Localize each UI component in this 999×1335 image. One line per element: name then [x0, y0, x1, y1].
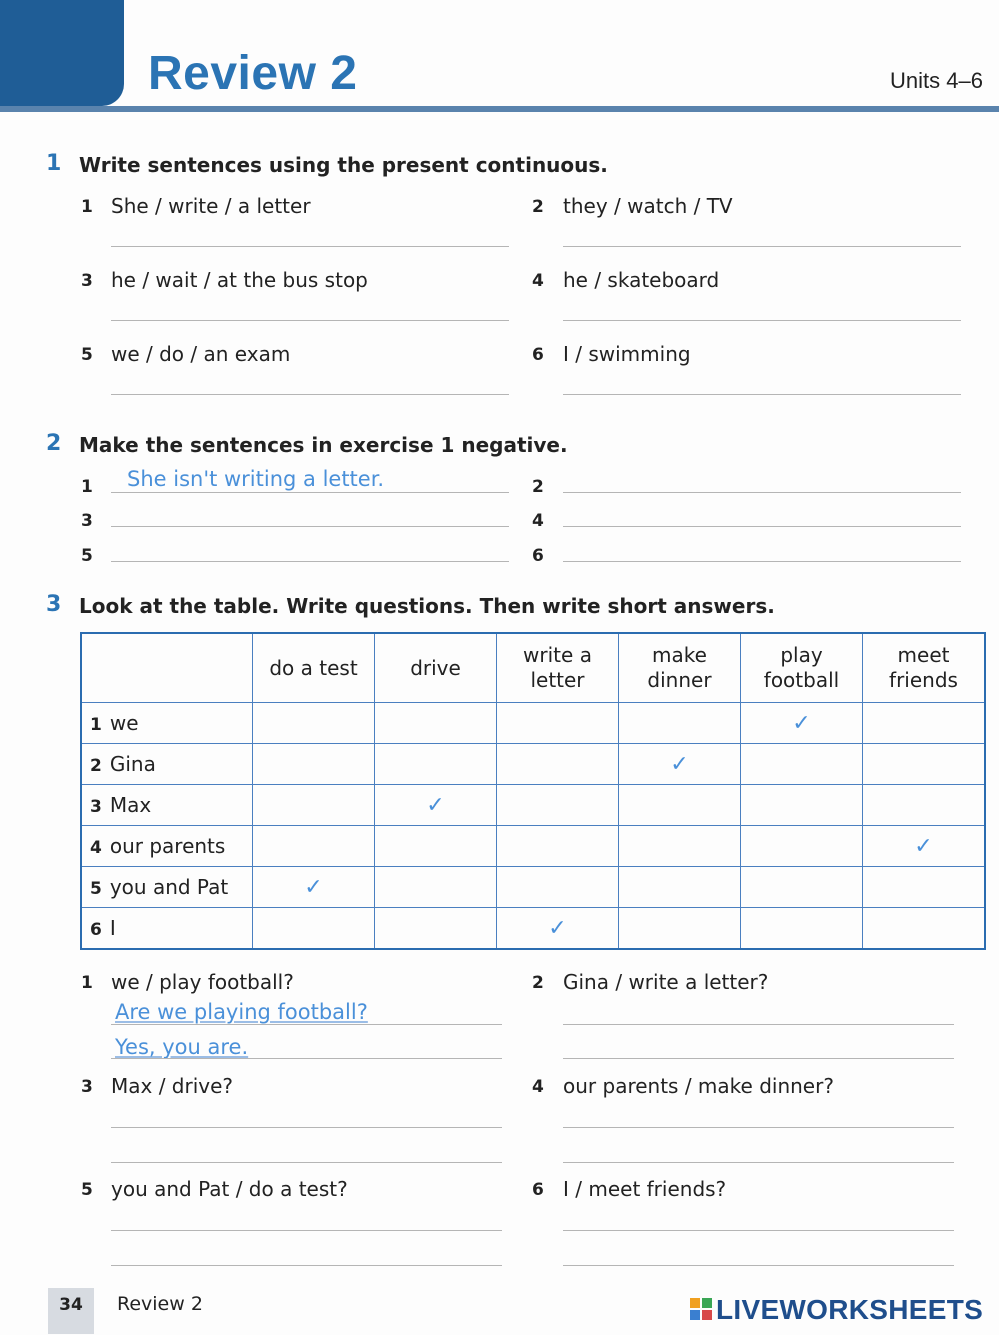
table-cell — [619, 826, 741, 867]
table-cell — [497, 908, 619, 950]
table-cell — [863, 744, 986, 785]
units-label: Units 4–6 — [890, 68, 983, 93]
table-cell — [619, 867, 741, 908]
table-cell — [375, 908, 497, 950]
ex3-instruction: Look at the table. Write questions. Then write short answers. — [79, 594, 775, 618]
ex2-answer-line-6[interactable] — [563, 561, 961, 562]
table-header-cell: meet friends — [863, 633, 986, 703]
ex3-answer-line[interactable] — [111, 1058, 502, 1059]
ex2-answer-line-5[interactable] — [111, 561, 509, 562]
tick-mark: ✓ — [426, 792, 445, 818]
table-cell — [863, 867, 986, 908]
ex2-item-num: 2 — [532, 477, 544, 497]
table-cell — [741, 826, 863, 867]
footer-section-label: Review 2 — [117, 1293, 203, 1315]
table-cell — [741, 867, 863, 908]
ex1-prompt: he / skateboard — [563, 268, 720, 292]
ex2-number: 2 — [46, 431, 62, 456]
header-rule — [0, 106, 999, 112]
row-label-cell: 4 our parents — [81, 826, 253, 867]
ex1-answer-line-4[interactable] — [563, 320, 961, 321]
row-label-cell: 1 we — [81, 703, 253, 744]
ex1-instruction: Write sentences using the present continuous. — [79, 153, 608, 177]
table-cell — [375, 785, 497, 826]
table-cell — [741, 908, 863, 950]
ex3-answer-line[interactable] — [111, 1162, 502, 1163]
ex1-answer-line-3[interactable] — [111, 320, 509, 321]
ex3-prompt: Max / drive? — [111, 1074, 234, 1098]
ex1-prompt: he / wait / at the bus stop — [111, 268, 368, 292]
table-cell — [619, 703, 741, 744]
ex2-item-num: 4 — [532, 511, 544, 531]
tick-mark: ✓ — [914, 833, 933, 859]
page-number-box — [48, 1288, 94, 1334]
activity-table — [80, 632, 986, 950]
ex3-answer-line[interactable] — [563, 1265, 954, 1266]
ex3-answer-line[interactable] — [111, 1265, 502, 1266]
ex1-item-num: 1 — [81, 197, 93, 217]
ex2-item-num: 1 — [81, 477, 93, 497]
ex2-answer-line-2[interactable] — [563, 492, 961, 493]
table-cell — [497, 867, 619, 908]
tick-mark: ✓ — [670, 751, 689, 777]
table-cell — [497, 744, 619, 785]
liveworksheets-brand[interactable]: LIVEWORKSHEETS — [716, 1294, 984, 1325]
header-tab — [0, 0, 124, 106]
table-cell — [375, 744, 497, 785]
table-cell — [741, 703, 863, 744]
ex2-item-num: 6 — [532, 546, 544, 566]
table-cell — [253, 703, 375, 744]
table-header-cell: write a letter — [497, 633, 619, 703]
liveworksheets-logo-icon — [690, 1298, 712, 1320]
ex1-item-num: 5 — [81, 345, 93, 365]
ex3-item-num: 1 — [81, 973, 93, 993]
table-cell — [619, 908, 741, 950]
ex3-answer-line[interactable] — [563, 1162, 954, 1163]
ex1-item-num: 6 — [532, 345, 544, 365]
table-cell — [863, 703, 986, 744]
table-row — [81, 867, 985, 908]
table-cell — [497, 826, 619, 867]
ex2-item-num: 5 — [81, 546, 93, 566]
row-label-cell: 2 Gina — [81, 744, 253, 785]
ex2-item-num: 3 — [81, 511, 93, 531]
ex2-answer-line-4[interactable] — [563, 526, 961, 527]
table-row — [81, 826, 985, 867]
table-corner-cell — [81, 633, 253, 703]
ex3-prompt: you and Pat / do a test? — [111, 1177, 348, 1201]
ex3-number: 3 — [46, 592, 62, 617]
table-cell — [863, 785, 986, 826]
ex2-answer-line-3[interactable] — [111, 526, 509, 527]
page-number: 34 — [59, 1295, 83, 1315]
table-header-cell: drive — [375, 633, 497, 703]
table-cell — [253, 785, 375, 826]
ex3-prompt: Gina / write a letter? — [563, 970, 769, 994]
ex3-item-num: 2 — [532, 973, 544, 993]
row-label-cell: 6 I — [81, 908, 253, 950]
ex1-answer-line-2[interactable] — [563, 246, 961, 247]
table-row — [81, 908, 985, 950]
tick-mark: ✓ — [548, 915, 567, 941]
ex3-answer-line[interactable] — [111, 1127, 502, 1128]
ex1-item-num: 4 — [532, 271, 544, 291]
table-cell — [497, 703, 619, 744]
table-row — [81, 744, 985, 785]
table-cell — [253, 867, 375, 908]
ex1-answer-line-1[interactable] — [111, 246, 509, 247]
table-row — [81, 703, 985, 744]
table-cell — [253, 908, 375, 950]
table-cell — [375, 826, 497, 867]
tick-mark: ✓ — [792, 710, 811, 736]
table-header-cell: make dinner — [619, 633, 741, 703]
table-cell — [619, 744, 741, 785]
table-cell — [253, 826, 375, 867]
table-cell — [619, 785, 741, 826]
ex3-answer-line[interactable] — [563, 1230, 954, 1231]
ex3-answer-line[interactable] — [111, 1024, 502, 1025]
ex3-answer-line[interactable] — [563, 1058, 954, 1059]
ex3-prompt: I / meet friends? — [563, 1177, 727, 1201]
page-title: Review 2 — [148, 47, 358, 100]
ex2-instruction: Make the sentences in exercise 1 negative. — [79, 433, 568, 457]
ex2-answer-text[interactable]: She isn't writing a letter. — [127, 467, 385, 491]
table-cell — [375, 703, 497, 744]
table-header-cell: do a test — [253, 633, 375, 703]
ex1-prompt: they / watch / TV — [563, 194, 733, 218]
table-cell — [741, 744, 863, 785]
ex3-prompt: our parents / make dinner? — [563, 1074, 834, 1098]
ex3-answer-question[interactable]: Are we playing football? — [115, 1000, 368, 1024]
table-header-row — [81, 633, 985, 703]
table-cell — [863, 826, 986, 867]
ex3-item-num: 5 — [81, 1180, 93, 1200]
table-cell — [253, 744, 375, 785]
table-row — [81, 785, 985, 826]
ex3-answer-line[interactable] — [111, 1230, 502, 1231]
ex1-answer-line-6[interactable] — [563, 394, 961, 395]
ex3-item-num: 6 — [532, 1180, 544, 1200]
ex1-prompt: we / do / an exam — [111, 342, 291, 366]
ex2-answer-line-1[interactable] — [111, 492, 509, 493]
table-header-cell: play football — [741, 633, 863, 703]
ex1-prompt: I / swimming — [563, 342, 691, 366]
ex1-number: 1 — [46, 151, 62, 176]
table-cell — [375, 867, 497, 908]
ex1-answer-line-5[interactable] — [111, 394, 509, 395]
ex3-prompt: we / play football? — [111, 970, 294, 994]
ex1-prompt: She / write / a letter — [111, 194, 311, 218]
ex1-item-num: 2 — [532, 197, 544, 217]
table-cell — [497, 785, 619, 826]
row-label-cell: 5 you and Pat — [81, 867, 253, 908]
ex3-item-num: 3 — [81, 1077, 93, 1097]
ex3-answer-short[interactable]: Yes, you are. — [115, 1035, 249, 1059]
ex3-answer-line[interactable] — [563, 1127, 954, 1128]
table-cell — [741, 785, 863, 826]
ex3-answer-line[interactable] — [563, 1024, 954, 1025]
tick-mark: ✓ — [304, 874, 323, 900]
table-cell — [863, 908, 986, 950]
row-label-cell: 3 Max — [81, 785, 253, 826]
ex1-item-num: 3 — [81, 271, 93, 291]
ex3-item-num: 4 — [532, 1077, 544, 1097]
